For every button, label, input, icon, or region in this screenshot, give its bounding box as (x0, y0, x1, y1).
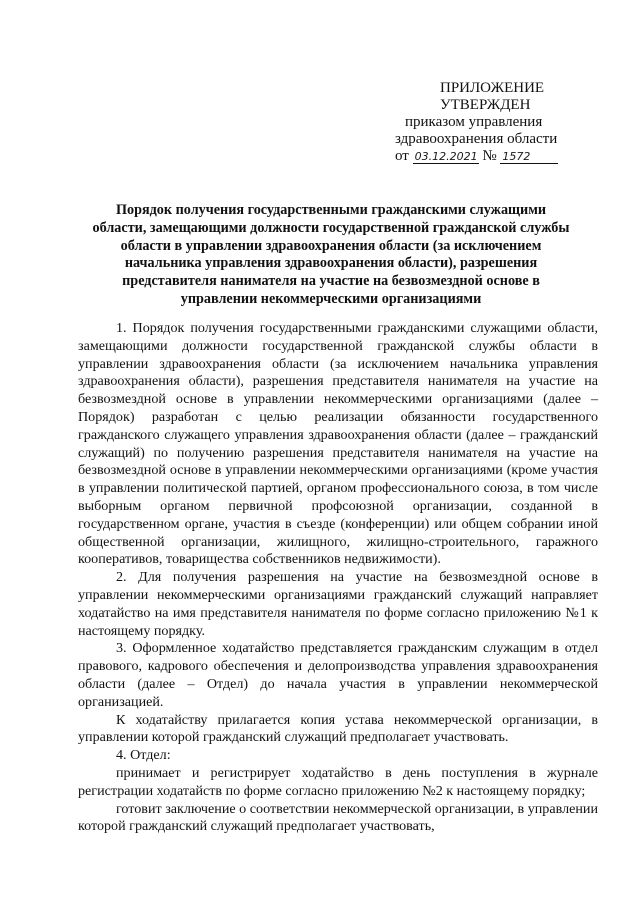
paragraph-4-item-1: принимает и регистрирует ходатайство в день поступления в журнале регистрации ходатайств по форме согласно приложению №2 к настоящему порядку; (78, 764, 598, 799)
paragraph-3-attachment: К ходатайству прилагается копия устава некоммерческой организации, в управлении которой гражданский служащий предполагает участвовать. (78, 711, 598, 746)
from-label: от (395, 148, 409, 164)
handwritten-date: 03.12.2021 (414, 150, 478, 163)
appendix-label: ПРИЛОЖЕНИЕ (440, 80, 545, 96)
paragraph-4: 4. Отдел: (116, 747, 171, 764)
order-line: приказом управления (405, 114, 543, 130)
department-line: здравоохранения области (395, 131, 558, 147)
paragraph-3: 3. Оформленное ходатайство представляется гражданским служащим в отдел правового, кадрового обеспечения и делопроизводства управления здравоохранения области (далее – Отдел) до начала участия в управлении некоммерческой организацией. (78, 640, 598, 710)
handwritten-number: 1572 (500, 150, 558, 164)
number-label: № (482, 148, 497, 164)
paragraph-2: 2. Для получения разрешения на участие на безвозмездной основе в управлении некоммерческими организациями гражданский служащий направляет ходатайство на имя представителя нанимателя по форме согласно приложению №1 к настоящему порядку. (78, 569, 598, 639)
approval-block (395, 80, 595, 165)
approved-label: УТВЕРЖДЕН (440, 97, 531, 113)
document-body (78, 320, 598, 836)
paragraph-1: 1. Порядок получения государственными гражданскими служащими области, замещающими должности государственной гражданской службы области в управлении здравоохранения области (за исключением начальника управления здравоохранения области), разрешения представителя нанимателя на участие на безвозмездной основе в управлении некоммерческими организациями (далее – Порядок) разработан с целью реализации обязанности государственного гражданского служащего управления здравоохранения области (далее – гражданский служащий) по получению разрешения представителя нанимателя на участие на безвозмездной основе в управлении некоммерческими организациями (кроме участия в управлении политической партией, органом профессионального союза, в том числе выборным органом первичной профсоюзной организации, созданной в государственном органе, участия в съезде (конференции) или общем собрании иной общественной организации, жилищного, жилищно-строительного, гаражного кооперативов, товарищества собственников недвижимости). (78, 320, 598, 568)
paragraph-4-item-2: готовит заключение о соответствии некоммерческой организации, в управлении которой гражданский служащий предполагает участвовать, (78, 800, 598, 835)
document-title: Порядок получения государственными гражданскими служащими области, замещающими должности государственной гражданской службы области в управлении здравоохранения области (за исключением начальника управления здравоохранения области), разрешения представителя нанимателя на участие на безвозмездной основе в управлении некоммерческими организациями (92, 202, 570, 307)
date-number-line (395, 148, 595, 165)
